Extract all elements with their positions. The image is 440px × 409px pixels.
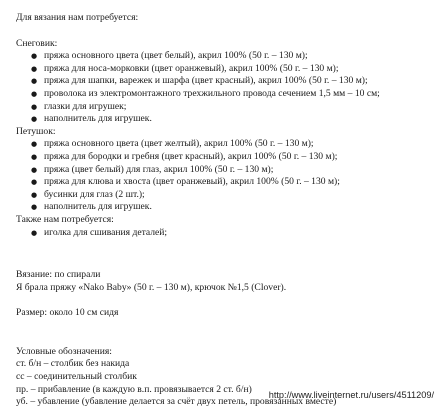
snowman-heading: Снеговик: [16, 37, 58, 49]
yarn-note: Я брала пряжу «Nako Baby» (50 г. – 130 м), крючок №1,5 (Clover). [16, 281, 287, 293]
legend-heading: Условные обозначения: [16, 345, 112, 357]
bullet-icon: ● [31, 77, 38, 86]
legend-line: сс – соединительный столбик [16, 371, 137, 383]
bullet-icon: ● [31, 190, 38, 199]
bullet-icon: ● [31, 140, 38, 149]
legend-line: уб. – убавление (убавление делается за счёт двух петель, провязанных вместе) [16, 396, 337, 408]
knitting-method: Вязание: по спирали [16, 269, 101, 281]
also-needed-heading: Также нам потребуется: [16, 213, 114, 225]
list-item: ● бусинки для глаз (2 шт.); [31, 188, 145, 200]
list-item: ● глазки для игрушек; [31, 100, 127, 112]
legend-line: ст. б/н – столбик без накида [16, 358, 130, 370]
list-item: ● пряжа основного цвета (цвет белый), акрил 100% (50 г. – 130 м); [31, 50, 308, 62]
legend-line: пр. – прибавление (в каждую в.п. провязывается 2 ст. б/н) [16, 383, 252, 395]
list-item: ● пряжа для шапки, варежек и шарфа (цвет красный), акрил 100% (50 г. – 130 м); [31, 75, 368, 87]
list-item: ● иголка для сшивания деталей; [31, 226, 168, 238]
list-item: ● пряжа для носа-морковки (цвет оранжевый), акрил 100% (50 г. – 130 м); [31, 62, 339, 74]
bullet-icon: ● [31, 64, 38, 73]
list-item: ● наполнитель для игрушек. [31, 113, 152, 125]
rooster-materials-list [16, 138, 436, 214]
intro-line: Для вязания нам потребуется: [16, 12, 139, 23]
rooster-heading: Петушок: [16, 125, 56, 137]
bullet-icon: ● [31, 152, 38, 161]
bullet-icon: ● [31, 52, 38, 61]
bullet-icon: ● [31, 228, 38, 237]
bullet-icon: ● [31, 203, 38, 212]
list-item: ● пряжа для бородки и гребня (цвет красный), акрил 100% (50 г. – 130 м); [31, 150, 338, 162]
bullet-icon: ● [31, 102, 38, 111]
list-item: ● проволока из электромонтажного трехжильного провода сечением 1,5 мм – 10 см; [31, 87, 380, 99]
bullet-icon: ● [31, 89, 38, 98]
also-needed-list [16, 227, 436, 240]
size-line: Размер: около 10 см сидя [16, 307, 119, 319]
list-item: ● пряжа (цвет белый) для глаз, акрил 100% (50 г. – 130 м); [31, 163, 274, 175]
snowman-materials-list [16, 50, 436, 126]
bullet-icon: ● [31, 178, 38, 187]
bullet-icon: ● [31, 165, 38, 174]
watermark-url: http://www.liveinternet.ru/users/4511209/ [268, 390, 434, 401]
list-item: ● пряжа основного цвета (цвет желтый), акрил 100% (50 г. – 130 м); [31, 138, 314, 150]
bullet-icon: ● [31, 115, 38, 124]
list-item: ● наполнитель для игрушек. [31, 201, 152, 213]
document-body [16, 12, 436, 409]
list-item: ● пряжа для клюва и хвоста (цвет оранжевый), акрил 100% (50 г. – 130 м); [31, 176, 340, 188]
